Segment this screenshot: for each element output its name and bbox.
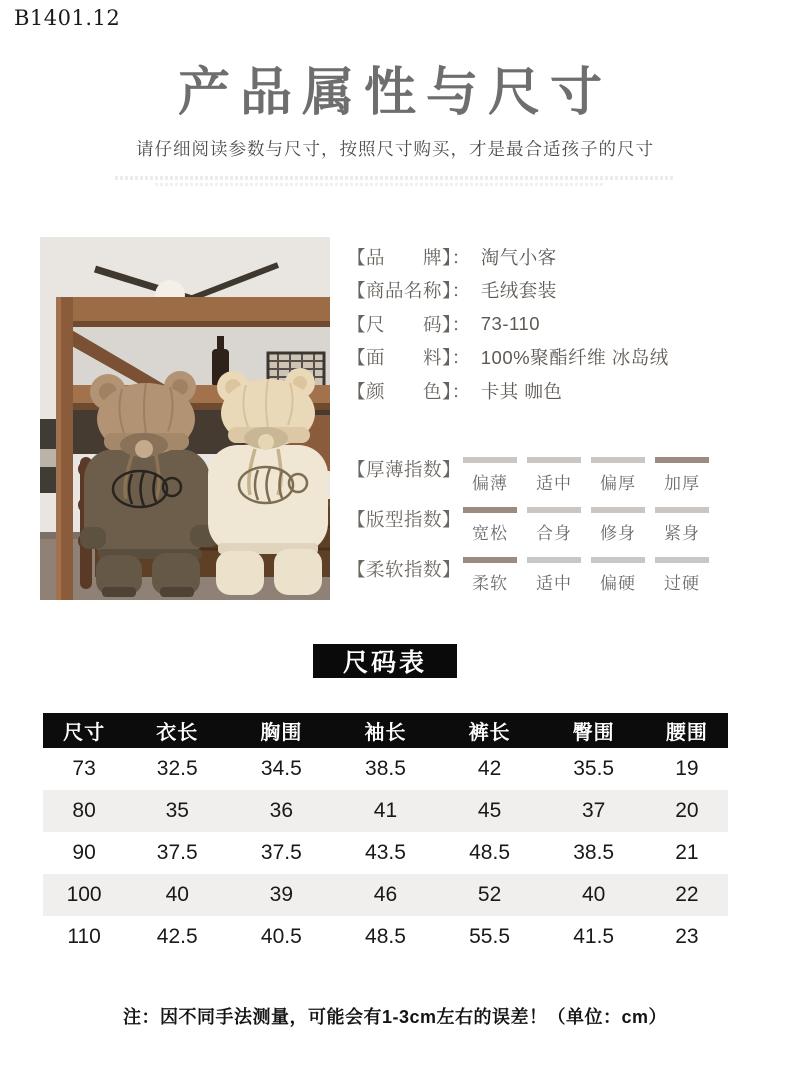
cell: 52	[477, 883, 502, 906]
index-option-label: 适中	[536, 574, 572, 593]
attribute-label: 【尺 码】：	[347, 313, 471, 335]
index-bar	[463, 507, 517, 513]
table-row	[43, 874, 728, 916]
index-option	[655, 557, 709, 594]
attribute-row-color	[347, 374, 773, 408]
attribute-value: 100%聚酯纤维 冰岛绒	[480, 347, 669, 369]
page-subtitle: 请仔细阅读参数与尺寸，按照尺寸购买，才是最合适孩子的尺寸	[136, 139, 654, 159]
cell: 23	[675, 925, 699, 948]
index-bar	[591, 457, 645, 463]
cell: 110	[67, 925, 101, 948]
cell: 37.5	[260, 841, 302, 864]
index-option	[591, 507, 645, 544]
index-option-label: 修身	[600, 524, 636, 543]
index-option-label: 适中	[536, 474, 572, 493]
table-row	[43, 916, 728, 958]
cell: 37.5	[156, 841, 198, 864]
index-label: 【版型指数】	[347, 509, 462, 530]
index-bar	[591, 557, 645, 563]
index-bar	[655, 507, 709, 513]
cell: 48.5	[469, 841, 510, 864]
page-title: 产品属性与尺寸	[177, 64, 612, 122]
cell: 42.5	[156, 925, 198, 948]
cell: 39	[269, 883, 294, 906]
attribute-value: 淘气小客	[480, 246, 557, 268]
attribute-value: 卡其 咖色	[480, 380, 563, 402]
cell: 38.5	[573, 841, 615, 864]
attribute-label: 【商品名称】：	[347, 280, 471, 302]
attribute-row-size-range	[347, 307, 773, 341]
index-options	[463, 557, 709, 594]
col-header-pants-length: 裤长	[438, 713, 542, 748]
index-option-label: 合身	[536, 524, 572, 543]
cell: 55.5	[469, 925, 510, 948]
attribute-row-brand	[347, 240, 773, 274]
cell: 80	[72, 799, 96, 822]
index-bar	[527, 457, 581, 463]
index-option	[463, 457, 517, 494]
index-option	[655, 457, 709, 494]
index-bar	[527, 507, 581, 513]
table-row	[43, 748, 728, 790]
cell: 34.5	[260, 757, 302, 780]
cell: 38.5	[365, 757, 406, 780]
index-row-softness	[347, 548, 773, 598]
cell: 100	[66, 883, 102, 906]
index-bar	[463, 557, 517, 563]
index-option	[463, 557, 517, 594]
col-header-sleeve: 袖长	[333, 713, 437, 748]
cell: 42	[477, 757, 502, 780]
cell: 22	[675, 883, 699, 906]
index-option	[527, 507, 581, 544]
cell: 35	[165, 799, 189, 822]
index-options	[463, 507, 709, 544]
index-option-label: 偏厚	[600, 474, 636, 493]
index-label: 【厚薄指数】	[347, 459, 462, 480]
attribute-value: 毛绒套装	[480, 280, 557, 302]
cell: 73	[72, 757, 96, 780]
cell: 46	[373, 883, 398, 906]
table-row	[43, 832, 728, 874]
index-option	[527, 557, 581, 594]
attribute-row-fabric	[347, 341, 773, 375]
index-bar	[655, 457, 709, 463]
index-options	[463, 457, 709, 494]
attribute-row-product-name	[347, 274, 773, 308]
index-option	[463, 507, 517, 544]
cell: 43.5	[365, 841, 406, 864]
attribute-label: 【面 料】：	[347, 347, 471, 369]
index-bar	[655, 557, 709, 563]
index-label: 【柔软指数】	[347, 559, 462, 580]
size-chart-table	[43, 713, 728, 958]
product-photo	[40, 237, 330, 600]
cell: 40	[165, 883, 189, 906]
index-option	[655, 507, 709, 544]
cell: 45	[477, 799, 502, 822]
index-bar	[463, 457, 517, 463]
attribute-label: 【品 牌】：	[347, 246, 471, 268]
index-option-label: 偏硬	[600, 574, 636, 593]
watermark-strip	[115, 174, 675, 188]
cell: 48.5	[365, 925, 406, 948]
cell: 20	[675, 799, 699, 822]
col-header-waist: 腰围	[646, 713, 728, 748]
index-option-label: 加厚	[664, 474, 700, 493]
index-bar	[527, 557, 581, 563]
cell: 19	[675, 757, 699, 780]
measurement-note: 注：因不同手法测量，可能会有1-3cm左右的误差！（单位：cm）	[122, 1007, 668, 1027]
cell: 41	[373, 799, 398, 822]
index-option-label: 过硬	[664, 574, 700, 593]
cell: 21	[675, 841, 699, 864]
product-photo-illustration	[40, 237, 330, 600]
cell: 35.5	[573, 757, 615, 780]
attribute-value: 73-110	[480, 312, 540, 334]
cell: 90	[72, 841, 96, 864]
index-row-fit	[347, 498, 773, 548]
product-code: B1401.12	[14, 6, 121, 30]
attribute-list	[347, 240, 773, 408]
attribute-label: 【颜 色】：	[347, 380, 471, 402]
cell: 37	[582, 799, 606, 822]
cell: 32.5	[156, 757, 198, 780]
cell: 40	[582, 883, 606, 906]
index-option-label: 柔软	[472, 574, 508, 593]
index-option-label: 紧身	[664, 524, 700, 543]
index-option-label: 宽松	[472, 524, 508, 543]
index-row-thickness	[347, 448, 773, 498]
col-header-chest: 胸围	[229, 713, 333, 748]
table-header-row	[43, 713, 728, 748]
index-list	[347, 448, 773, 598]
col-header-top-length: 衣长	[125, 713, 229, 748]
index-option	[591, 557, 645, 594]
index-option-label: 偏薄	[472, 474, 508, 493]
size-chart-badge: 尺码表	[313, 644, 457, 678]
col-header-size: 尺寸	[43, 713, 125, 748]
index-bar	[591, 507, 645, 513]
cell: 41.5	[573, 925, 615, 948]
cell: 40.5	[260, 925, 302, 948]
table-row	[43, 790, 728, 832]
cell: 36	[269, 799, 294, 822]
index-option	[527, 457, 581, 494]
col-header-hip: 臀围	[542, 713, 646, 748]
index-option	[591, 457, 645, 494]
